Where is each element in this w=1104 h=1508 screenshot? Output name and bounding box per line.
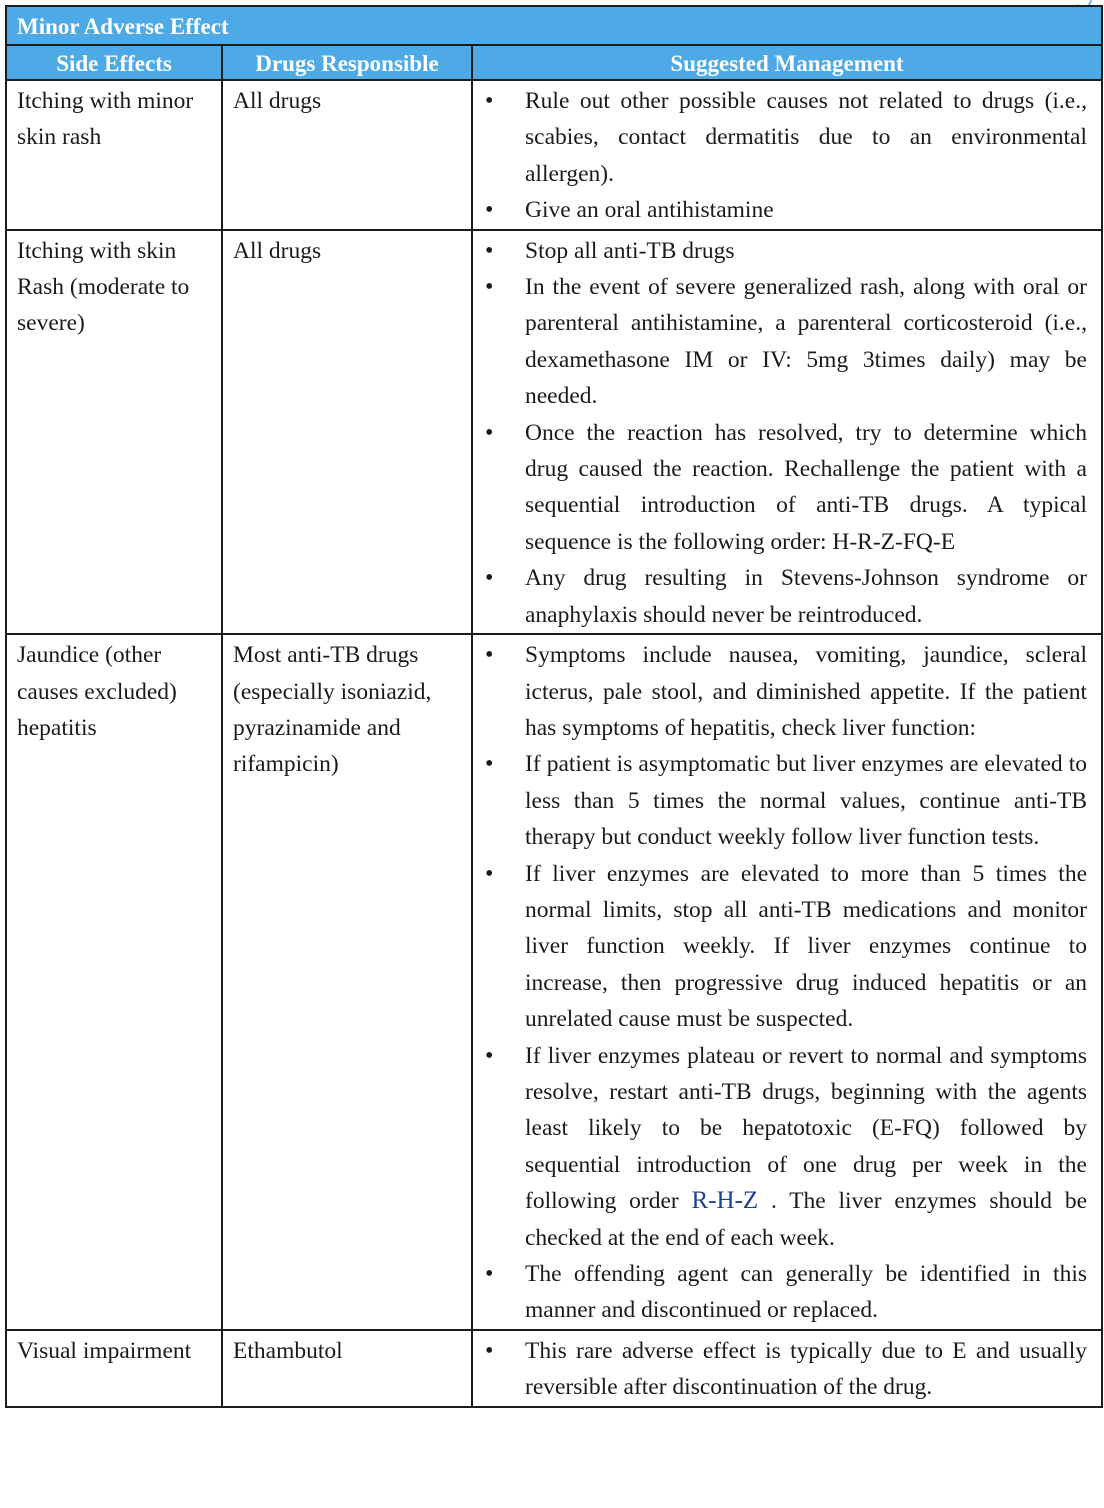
drugs-cell: All drugs — [222, 80, 472, 230]
management-item: • This rare adverse effect is typically due to E and usually reversible after discontinuation of the drug. — [473, 1333, 1087, 1406]
table-row — [6, 1330, 1102, 1407]
column-header-suggested-management: Suggested Management — [472, 45, 1102, 80]
management-cell — [472, 230, 1102, 634]
drug-sequence: R-H-Z — [691, 1187, 759, 1215]
management-item: • Rule out other possible causes not related to drugs (i.e., scabies, contact dermatitis due to an environmental allergen). — [473, 83, 1087, 192]
table-row — [6, 80, 1102, 230]
drugs-cell: All drugs — [222, 230, 472, 634]
table-row — [6, 230, 1102, 634]
management-cell — [472, 80, 1102, 230]
side-effect-cell: Jaundice (other causes excluded) hepatitis — [6, 634, 222, 1330]
adverse-effects-table — [5, 5, 1103, 1408]
side-effect-cell: Visual impairment — [6, 1330, 222, 1407]
drugs-cell: Most anti-TB drugs (especially isoniazid, pyrazinamide and rifampicin) — [222, 634, 472, 1330]
column-header-drugs-responsible: Drugs Responsible — [222, 45, 472, 80]
table-title: Minor Adverse Effect — [6, 6, 1102, 45]
management-item: • If liver enzymes are elevated to more than 5 times the normal limits, stop all anti-TB medications and monitor liver function weekly. If liver enzymes continue to increase, then progressive drug induced hepatitis or an unrelated cause must be suspected. — [473, 856, 1087, 1038]
management-item: • Give an oral antihistamine — [473, 192, 1087, 228]
management-text: If liver enzymes plateau or revert to normal and symptoms resolve, restart anti-TB drugs, beginning with the agents least likely to be hepatotoxic (E-FQ) followed by sequential introduction of one drug per week in the following order — [525, 1042, 1087, 1215]
management-item: • Symptoms include nausea, vomiting, jaundice, scleral icterus, pale stool, and diminished appetite. If the patient has symptoms of hepatitis, check liver function: — [473, 637, 1087, 746]
management-item: • If patient is asymptomatic but liver enzymes are elevated to less than 5 times the normal values, continue anti-TB therapy but conduct weekly follow liver function tests. — [473, 746, 1087, 855]
management-item: • The offending agent can generally be identified in this manner and discontinued or replaced. — [473, 1256, 1087, 1329]
management-text: . The liver enzymes should be checked at the end of each week. — [525, 1188, 1087, 1251]
management-item: • In the event of severe generalized rash, along with oral or parenteral antihistamine, a parenteral corticosteroid (i.e., dexamethasone IM or IV: 5mg 3times daily) may be needed. — [473, 269, 1087, 415]
side-effect-cell: Itching with minor skin rash — [6, 80, 222, 230]
table-title-row — [6, 6, 1102, 45]
table-row — [6, 634, 1102, 1330]
drugs-cell: Ethambutol — [222, 1330, 472, 1407]
management-item: • Stop all anti-TB drugs — [473, 233, 1087, 269]
management-cell — [472, 634, 1102, 1330]
management-item: • Once the reaction has resolved, try to determine which drug caused the reaction. Rechallenge the patient with a sequential introduction of anti-TB drugs. A typical sequence is the following order: H-R-Z-FQ-E — [473, 415, 1087, 561]
management-item: • Any drug resulting in Stevens-Johnson syndrome or anaphylaxis should never be reintroduced. — [473, 560, 1087, 633]
side-effect-cell: Itching with skin Rash (moderate to severe) — [6, 230, 222, 634]
management-cell — [472, 1330, 1102, 1407]
management-item — [473, 1038, 1087, 1256]
column-header-row — [6, 45, 1102, 80]
column-header-side-effects: Side Effects — [6, 45, 222, 80]
